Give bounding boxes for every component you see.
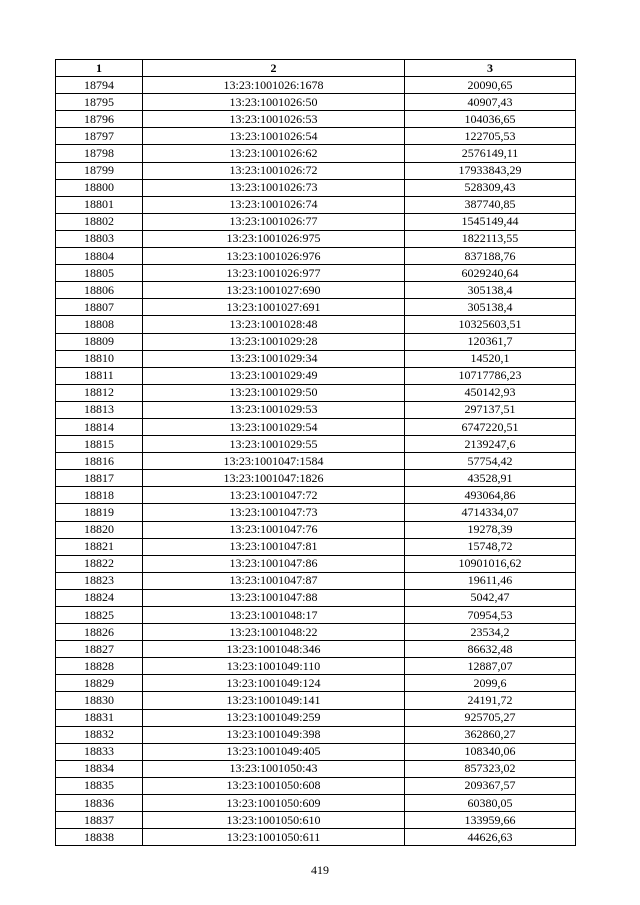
cadastral-number-cell: 13:23:1001050:43 [143, 760, 405, 777]
table-row [56, 282, 576, 299]
row-number-cell: 18827 [56, 641, 143, 658]
value-cell: 6747220,51 [405, 418, 576, 435]
table-row [56, 453, 576, 470]
row-number-cell: 18811 [56, 367, 143, 384]
row-number-cell: 18825 [56, 607, 143, 624]
cadastral-number-cell: 13:23:1001029:55 [143, 436, 405, 453]
row-number-cell: 18836 [56, 795, 143, 812]
cadastral-number-cell: 13:23:1001029:34 [143, 350, 405, 367]
cadastral-number-cell: 13:23:1001026:72 [143, 162, 405, 179]
table-row [56, 265, 576, 282]
row-number-cell: 18832 [56, 726, 143, 743]
table-row [56, 77, 576, 94]
row-number-cell: 18800 [56, 179, 143, 196]
row-number-cell: 18799 [56, 162, 143, 179]
cadastral-number-cell: 13:23:1001047:73 [143, 504, 405, 521]
value-cell: 10901016,62 [405, 555, 576, 572]
table-row [56, 401, 576, 418]
row-number-cell: 18818 [56, 487, 143, 504]
cadastral-number-cell: 13:23:1001029:50 [143, 384, 405, 401]
value-cell: 528309,43 [405, 179, 576, 196]
table-row [56, 658, 576, 675]
cadastral-number-cell: 13:23:1001050:608 [143, 777, 405, 794]
table-row [56, 641, 576, 658]
value-cell: 23534,2 [405, 624, 576, 641]
table-row [56, 812, 576, 829]
value-cell: 10325603,51 [405, 316, 576, 333]
value-cell: 2576149,11 [405, 145, 576, 162]
cadastral-number-cell: 13:23:1001048:17 [143, 607, 405, 624]
cadastral-number-cell: 13:23:1001047:76 [143, 521, 405, 538]
value-cell: 108340,06 [405, 743, 576, 760]
row-number-cell: 18806 [56, 282, 143, 299]
value-cell: 837188,76 [405, 248, 576, 265]
row-number-cell: 18813 [56, 401, 143, 418]
row-number-cell: 18814 [56, 418, 143, 435]
table-row [56, 795, 576, 812]
row-number-cell: 18817 [56, 470, 143, 487]
table-row [56, 162, 576, 179]
table-row [56, 111, 576, 128]
row-number-cell: 18807 [56, 299, 143, 316]
value-cell: 57754,42 [405, 453, 576, 470]
cadastral-number-cell: 13:23:1001026:50 [143, 94, 405, 111]
row-number-cell: 18804 [56, 248, 143, 265]
row-number-cell: 18830 [56, 692, 143, 709]
cadastral-number-cell: 13:23:1001029:28 [143, 333, 405, 350]
cadastral-number-cell: 13:23:1001047:88 [143, 589, 405, 606]
row-number-cell: 18808 [56, 316, 143, 333]
row-number-cell: 18819 [56, 504, 143, 521]
row-number-cell: 18802 [56, 213, 143, 230]
row-number-cell: 18829 [56, 675, 143, 692]
table-row [56, 436, 576, 453]
table-row [56, 350, 576, 367]
cadastral-number-cell: 13:23:1001049:141 [143, 692, 405, 709]
row-number-cell: 18838 [56, 829, 143, 846]
table-row [56, 299, 576, 316]
table-row [56, 179, 576, 196]
column-header-1: 1 [56, 60, 143, 77]
header-row [56, 60, 576, 77]
value-cell: 122705,53 [405, 128, 576, 145]
value-cell: 133959,66 [405, 812, 576, 829]
table-row [56, 760, 576, 777]
value-cell: 305138,4 [405, 282, 576, 299]
value-cell: 305138,4 [405, 299, 576, 316]
table-row [56, 470, 576, 487]
value-cell: 120361,7 [405, 333, 576, 350]
value-cell: 104036,65 [405, 111, 576, 128]
table-row [56, 555, 576, 572]
table-row [56, 384, 576, 401]
row-number-cell: 18835 [56, 777, 143, 794]
row-number-cell: 18803 [56, 230, 143, 247]
cadastral-number-cell: 13:23:1001049:259 [143, 709, 405, 726]
row-number-cell: 18816 [56, 453, 143, 470]
cadastral-number-cell: 13:23:1001050:611 [143, 829, 405, 846]
row-number-cell: 18798 [56, 145, 143, 162]
row-number-cell: 18826 [56, 624, 143, 641]
table-row [56, 94, 576, 111]
value-cell: 493064,86 [405, 487, 576, 504]
value-cell: 19278,39 [405, 521, 576, 538]
value-cell: 70954,53 [405, 607, 576, 624]
table-row [56, 675, 576, 692]
value-cell: 1545149,44 [405, 213, 576, 230]
cadastral-number-cell: 13:23:1001026:977 [143, 265, 405, 282]
cadastral-number-cell: 13:23:1001047:72 [143, 487, 405, 504]
value-cell: 2099,6 [405, 675, 576, 692]
cadastral-number-cell: 13:23:1001047:87 [143, 572, 405, 589]
row-number-cell: 18805 [56, 265, 143, 282]
table-body [56, 77, 576, 846]
cadastral-number-cell: 13:23:1001028:48 [143, 316, 405, 333]
cadastral-number-cell: 13:23:1001047:1584 [143, 453, 405, 470]
table-row [56, 333, 576, 350]
value-cell: 4714334,07 [405, 504, 576, 521]
row-number-cell: 18824 [56, 589, 143, 606]
table-row [56, 418, 576, 435]
cadastral-number-cell: 13:23:1001026:74 [143, 196, 405, 213]
row-number-cell: 18796 [56, 111, 143, 128]
cadastral-number-cell: 13:23:1001050:609 [143, 795, 405, 812]
value-cell: 19611,46 [405, 572, 576, 589]
table-row [56, 589, 576, 606]
table-row [56, 367, 576, 384]
cadastral-number-cell: 13:23:1001049:398 [143, 726, 405, 743]
row-number-cell: 18809 [56, 333, 143, 350]
column-header-3: 3 [405, 60, 576, 77]
row-number-cell: 18801 [56, 196, 143, 213]
value-cell: 387740,85 [405, 196, 576, 213]
column-header-2: 2 [143, 60, 405, 77]
cadastral-number-cell: 13:23:1001027:690 [143, 282, 405, 299]
cadastral-number-cell: 13:23:1001026:77 [143, 213, 405, 230]
value-cell: 40907,43 [405, 94, 576, 111]
row-number-cell: 18831 [56, 709, 143, 726]
cadastral-value-table [55, 59, 576, 846]
table-row [56, 692, 576, 709]
value-cell: 5042,47 [405, 589, 576, 606]
value-cell: 925705,27 [405, 709, 576, 726]
cadastral-number-cell: 13:23:1001047:81 [143, 538, 405, 555]
row-number-cell: 18812 [56, 384, 143, 401]
table-row [56, 521, 576, 538]
cadastral-number-cell: 13:23:1001029:54 [143, 418, 405, 435]
table-row [56, 829, 576, 846]
value-cell: 1822113,55 [405, 230, 576, 247]
cadastral-number-cell: 13:23:1001029:49 [143, 367, 405, 384]
row-number-cell: 18820 [56, 521, 143, 538]
value-cell: 2139247,6 [405, 436, 576, 453]
table-row [56, 248, 576, 265]
value-cell: 450142,93 [405, 384, 576, 401]
row-number-cell: 18815 [56, 436, 143, 453]
value-cell: 14520,1 [405, 350, 576, 367]
table-row [56, 624, 576, 641]
value-cell: 20090,65 [405, 77, 576, 94]
row-number-cell: 18795 [56, 94, 143, 111]
cadastral-number-cell: 13:23:1001049:110 [143, 658, 405, 675]
row-number-cell: 18810 [56, 350, 143, 367]
value-cell: 24191,72 [405, 692, 576, 709]
table-row [56, 487, 576, 504]
table-row [56, 196, 576, 213]
table-row [56, 213, 576, 230]
table-row [56, 316, 576, 333]
cadastral-number-cell: 13:23:1001049:405 [143, 743, 405, 760]
cadastral-number-cell: 13:23:1001029:53 [143, 401, 405, 418]
cadastral-number-cell: 13:23:1001026:62 [143, 145, 405, 162]
cadastral-number-cell: 13:23:1001048:346 [143, 641, 405, 658]
document-sheet [55, 59, 575, 846]
value-cell: 362860,27 [405, 726, 576, 743]
page-number: 419 [311, 863, 329, 877]
table-row [56, 777, 576, 794]
table-row [56, 145, 576, 162]
cadastral-number-cell: 13:23:1001048:22 [143, 624, 405, 641]
value-cell: 15748,72 [405, 538, 576, 555]
table-row [56, 709, 576, 726]
value-cell: 43528,91 [405, 470, 576, 487]
value-cell: 10717786,23 [405, 367, 576, 384]
table-row [56, 538, 576, 555]
table-row [56, 743, 576, 760]
value-cell: 12887,07 [405, 658, 576, 675]
row-number-cell: 18821 [56, 538, 143, 555]
cadastral-number-cell: 13:23:1001047:1826 [143, 470, 405, 487]
cadastral-number-cell: 13:23:1001027:691 [143, 299, 405, 316]
value-cell: 857323,02 [405, 760, 576, 777]
cadastral-number-cell: 13:23:1001047:86 [143, 555, 405, 572]
value-cell: 209367,57 [405, 777, 576, 794]
table-row [56, 607, 576, 624]
row-number-cell: 18833 [56, 743, 143, 760]
table-row [56, 504, 576, 521]
cadastral-number-cell: 13:23:1001026:53 [143, 111, 405, 128]
value-cell: 17933843,29 [405, 162, 576, 179]
value-cell: 60380,05 [405, 795, 576, 812]
table-row [56, 128, 576, 145]
value-cell: 44626,63 [405, 829, 576, 846]
cadastral-number-cell: 13:23:1001026:54 [143, 128, 405, 145]
row-number-cell: 18837 [56, 812, 143, 829]
table-row [56, 726, 576, 743]
row-number-cell: 18823 [56, 572, 143, 589]
cadastral-number-cell: 13:23:1001049:124 [143, 675, 405, 692]
cadastral-number-cell: 13:23:1001026:975 [143, 230, 405, 247]
table-header [56, 60, 576, 77]
table-row [56, 572, 576, 589]
cadastral-number-cell: 13:23:1001026:976 [143, 248, 405, 265]
cadastral-number-cell: 13:23:1001026:1678 [143, 77, 405, 94]
row-number-cell: 18794 [56, 77, 143, 94]
row-number-cell: 18797 [56, 128, 143, 145]
cadastral-number-cell: 13:23:1001026:73 [143, 179, 405, 196]
row-number-cell: 18822 [56, 555, 143, 572]
value-cell: 86632,48 [405, 641, 576, 658]
cadastral-number-cell: 13:23:1001050:610 [143, 812, 405, 829]
value-cell: 6029240,64 [405, 265, 576, 282]
table-row [56, 230, 576, 247]
row-number-cell: 18828 [56, 658, 143, 675]
value-cell: 297137,51 [405, 401, 576, 418]
row-number-cell: 18834 [56, 760, 143, 777]
